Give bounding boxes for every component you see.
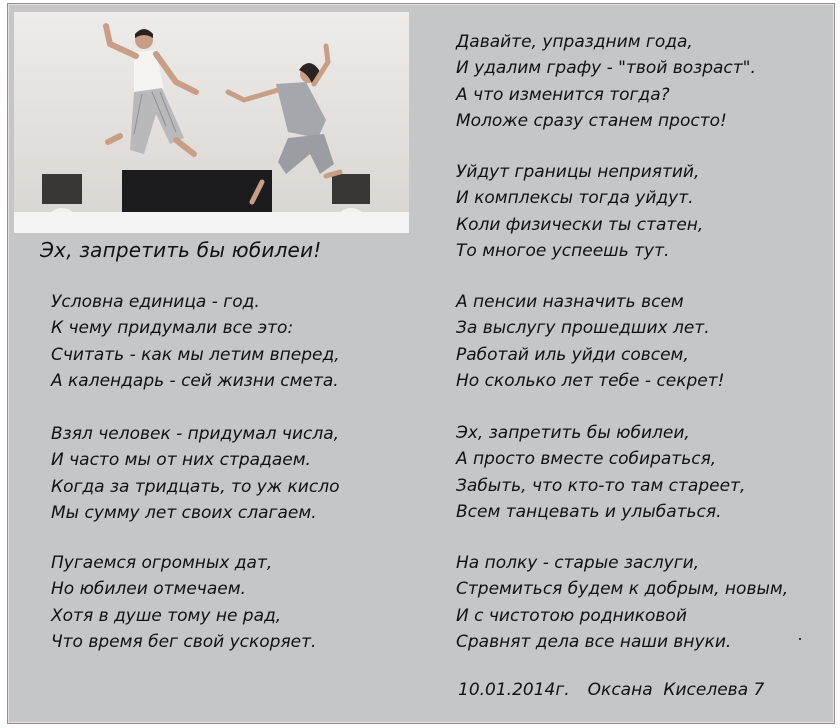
- poem-line: Эх, запретить бы юбилеи,: [456, 423, 690, 443]
- left-stanza-2: [51, 421, 339, 527]
- poem-line: Давайте, упраздним года,: [456, 32, 693, 52]
- poem-line: Моложе сразу станем просто!: [456, 111, 727, 132]
- poem-line: А что изменится тогда?: [456, 84, 670, 105]
- poem-line: Что время бег свой ускоряет.: [51, 632, 317, 653]
- signature: [458, 680, 782, 700]
- poem-line: А просто вместе собираться,: [456, 449, 717, 470]
- poem-title: Эх, запретить бы юбилеи!: [40, 238, 322, 262]
- poem-line: А календарь - сей жизни смета.: [51, 371, 339, 392]
- poem-line: А пенсии назначить всем: [456, 292, 684, 312]
- poem-line: Работай иль уйди совсем,: [456, 344, 689, 365]
- right-stanza-5: [456, 550, 788, 656]
- signature-author: Оксана Киселева 7: [587, 680, 765, 700]
- poem-line: Пугаемся огромных дат,: [51, 553, 273, 573]
- stray-dot: [799, 638, 801, 640]
- right-stanza-4: [456, 420, 745, 526]
- poem-line: Но юбилеи отмечаем.: [51, 579, 246, 600]
- poem-line: К чему придумали все это:: [51, 318, 294, 339]
- poem-line: То многое успеешь тут.: [456, 241, 670, 262]
- left-stanza-3: [51, 550, 316, 656]
- poem-line: Сравнят дела все наши внуки.: [456, 632, 732, 653]
- poem-line: И комплексы тогда уйдут.: [456, 188, 694, 209]
- poem-line: Условна единица - год.: [51, 292, 260, 312]
- right-stanza-3: [456, 289, 724, 395]
- couple-jumping-photo: [14, 12, 409, 233]
- poem-line: Уйдут границы неприятий,: [456, 162, 700, 182]
- poem-line: Мы сумму лет своих слагаем.: [51, 503, 317, 524]
- poem-line: И удалим графу - "твой возраст".: [456, 58, 756, 79]
- poem-line: Стремиться будем к добрым, новым,: [456, 579, 789, 600]
- poem-line: Хотя в душе тому не рад,: [51, 605, 282, 626]
- poem-line: Всем танцевать и улыбаться.: [456, 502, 722, 523]
- left-stanza-1: [51, 289, 340, 395]
- poem-line: На полку - старые заслуги,: [456, 553, 700, 573]
- poem-line: Забыть, что кто-то там стареет,: [456, 475, 746, 496]
- poem-line: Но сколько лет тебе - секрет!: [456, 371, 725, 392]
- right-stanza-2: [456, 159, 703, 265]
- poem-line: И с чистотою родниковой: [456, 605, 687, 626]
- poem-line: За выслугу прошедших лет.: [456, 318, 710, 339]
- right-stanza-1: [456, 29, 756, 135]
- poem-line: Считать - как мы летим вперед,: [51, 344, 340, 365]
- poem-line: И часто мы от них страдаем.: [51, 450, 311, 471]
- poem-line: Взял человек - придумал числа,: [51, 424, 340, 444]
- poem-line: Коли физически ты статен,: [456, 214, 704, 235]
- signature-date: 10.01.2014г.: [458, 680, 570, 700]
- poem-line: Когда за тридцать, то уж кисло: [51, 476, 340, 497]
